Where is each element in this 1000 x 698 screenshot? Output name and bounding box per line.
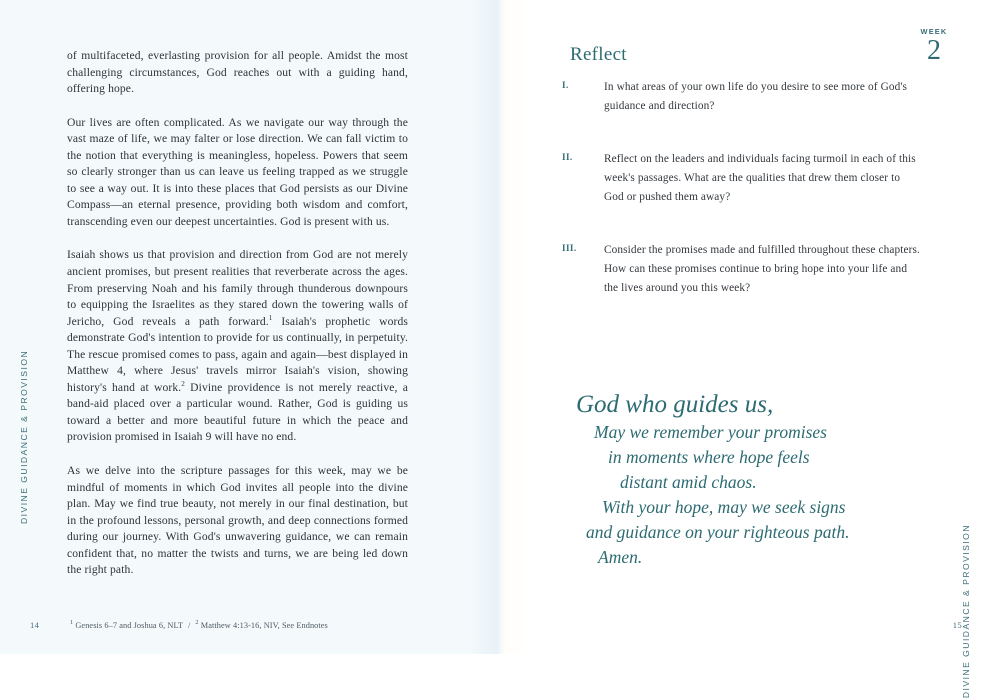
running-head-left: DIVINE GUIDANCE & PROVISION	[19, 349, 29, 524]
page-number-left: 14	[30, 620, 40, 630]
question-numeral: II.	[562, 152, 573, 162]
paragraph-4: As we delve into the scripture passages for this week, may we be mindful of moments in which God invites all people into the divine plan. May we find true beauty, not merely in our final destination, but in the profound lessons, personal growth, and deep connections formed during our journey. With God's unwavering guidance, we can remain confident that, no matter the twists and turns, we are being led down the right path.	[67, 464, 408, 577]
body-text-column	[67, 48, 408, 579]
week-number: 2	[927, 35, 941, 66]
prayer-line: May we remember your promises	[594, 422, 827, 442]
prayer-line: God who guides us,	[576, 391, 774, 418]
footnote-ref-1: 1	[70, 619, 74, 627]
prayer-line: and guidance on your righteous path.	[586, 522, 850, 542]
question-item	[562, 241, 922, 298]
paragraph-3-part-b: Isaiah's prophetic words demonstrate God's intention to provide for us continually, in perpetuity. The rescue promised comes to pass, again and again—best displayed in Matthew 4, where Jesus' travels mirror Isaiah's vision, showing history's hand at work.	[67, 314, 408, 394]
page-number-right: 15	[952, 620, 962, 630]
footnote-separator: /	[188, 621, 191, 630]
question-text: In what areas of your own life do you desire to see more of God's guidance and direction?	[604, 81, 908, 112]
reflection-questions-list	[562, 78, 922, 332]
week-badge	[904, 27, 964, 65]
prayer-line: in moments where hope feels	[608, 447, 810, 467]
right-page-footer	[953, 620, 962, 630]
footnote-marker-1: 1	[268, 313, 273, 322]
paragraph-3	[67, 247, 408, 446]
prayer-block	[576, 390, 936, 570]
footnote-line	[70, 621, 328, 630]
question-item	[562, 150, 922, 207]
left-page	[0, 0, 500, 654]
paragraph-2: Our lives are often complicated. As we navigate our way through the vast maze of life, we may falter or lose direction. We can fall victim to the notion that everything is meaningless, hopeless. Powers that seem so clearly stronger than us can leave us feeling trapped as we struggle to see a way out. It is into these places that God persists as our Divine Compass—an eternal presence, providing both wisdom and comfort, transcending even our deepest uncertainties. God is present with us.	[67, 115, 408, 228]
prayer-line: distant amid chaos.	[620, 472, 757, 492]
footnote-text-1: Genesis 6–7 and Joshua 6, NLT	[75, 621, 184, 630]
paragraph-3-part-a: Isaiah shows us that provision and direction from God are not merely ancient promises, but present realities that reverberate across the ages. From preserving Noah and his family through thunderous downpours to equipping the Israelites as they stared down the towering walls of Jericho, God reveals a path forward.	[67, 248, 408, 328]
question-text: Consider the promises made and fulfilled throughout these chapters. How can these promises continue to bring hope into your life and the lives around you this week?	[604, 244, 920, 294]
footnote-text-2: Matthew 4:13-16, NIV, See Endnotes	[200, 621, 328, 630]
left-page-footer	[30, 620, 450, 630]
question-numeral: III.	[562, 243, 577, 253]
section-title-reflect: Reflect	[570, 44, 627, 65]
question-item	[562, 78, 922, 116]
prayer-line: Amen.	[598, 547, 643, 567]
footnote-ref-2: 2	[195, 619, 199, 627]
footnote-marker-2: 2	[181, 379, 185, 388]
running-head-right: DIVINE GUIDANCE & PROVISION	[961, 524, 971, 698]
question-text: Reflect on the leaders and individuals facing turmoil in each of this week's passages. What are the qualities that drew them closer to God or pushed them away?	[604, 153, 916, 203]
paragraph-1: of multifaceted, everlasting provision for all people. Amidst the most challenging circumstances, God reaches out with a guiding hand, offering hope.	[67, 49, 408, 96]
prayer-line: With your hope, may we seek signs	[602, 497, 846, 517]
question-numeral: I.	[562, 80, 569, 90]
week-label: WEEK	[920, 27, 948, 36]
paragraph-3-part-c: Divine providence is not merely reactive, a band-aid placed over a particular wound. Rather, God is guiding us toward a better and more beautiful future in which the peace and provision promised in Isaiah 9 will have no end.	[67, 380, 408, 444]
